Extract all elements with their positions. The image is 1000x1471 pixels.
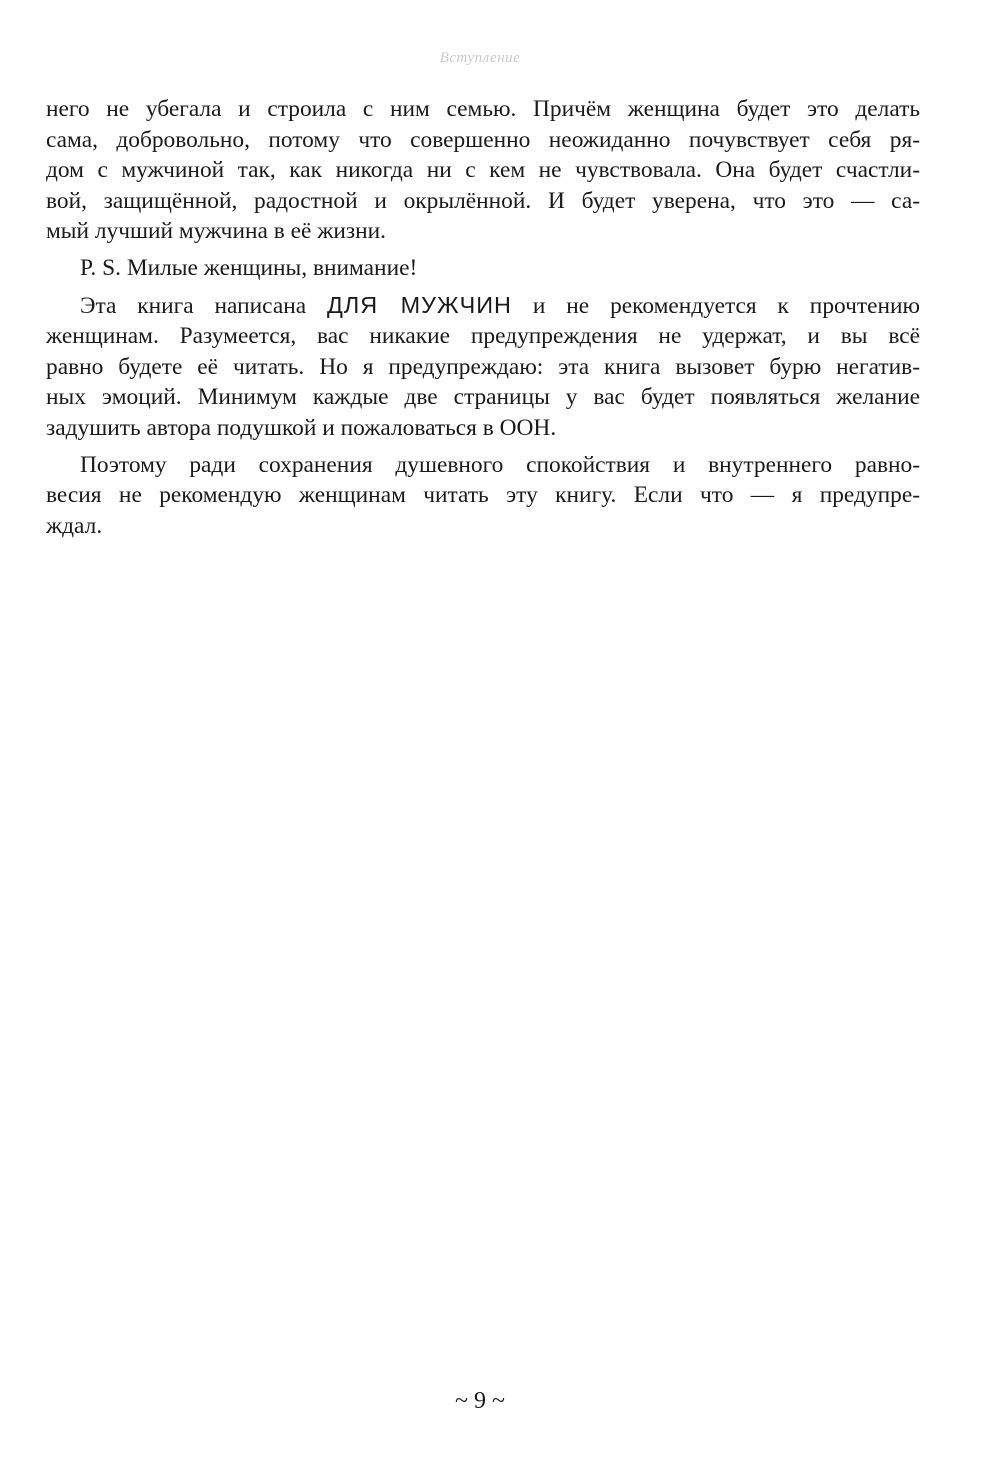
running-head: Вступление: [439, 50, 521, 66]
text-line: ных эмоций. Минимум каждые две страницы у вас будет появляться желание: [46, 384, 920, 411]
text-line: весия не рекомендую женщинам читать эту книгу. Если что — я предупре-: [46, 482, 920, 509]
text-line: равно будете её читать. Но я предупреждаю: эта книга вызовет бурю негатив-: [46, 353, 920, 380]
text-fragment: Эта книга написана: [80, 292, 328, 319]
text-line: [46, 290, 920, 322]
text-line: задушить автора подушкой и пожаловаться в ООН.: [46, 414, 557, 441]
text-line: него не убегала и строила с ним семью. Причём женщина будет это делать: [46, 96, 920, 122]
text-line: женщинам. Разумеется, вас никакие предупреждения не удержат, и вы всё: [46, 323, 920, 350]
paragraph-conclusion: [46, 450, 920, 542]
text-line: мый лучший мужчина в её жизни.: [46, 218, 387, 245]
text-line: вой, защищённой, радостной и окрылённой. И будет уверена, что это — са-: [46, 187, 920, 214]
text-fragment: и не рекомендуется к прочтению: [511, 292, 920, 319]
text-line: Поэтому ради сохранения душевного спокойствия и внутреннего равно-: [80, 451, 920, 478]
paragraph-continuation: [46, 94, 920, 247]
page-number: ~ 9 ~: [455, 1388, 505, 1414]
text-line: дом с мужчиной так, как никогда ни с кем не чувствовала. Она будет счастли-: [46, 157, 920, 184]
text-line: ждал.: [46, 512, 103, 539]
paragraph-warning: [46, 290, 920, 444]
body-text: [46, 94, 920, 541]
text-line: P. S. Милые женщины, внимание!: [80, 254, 418, 281]
text-line: сама, добровольно, потому что совершенно неожиданно почувствует себя ря-: [46, 126, 920, 153]
paragraph-postscript: [46, 253, 920, 284]
emphasis-caps: ДЛЯ МУЖЧИН: [327, 291, 512, 318]
